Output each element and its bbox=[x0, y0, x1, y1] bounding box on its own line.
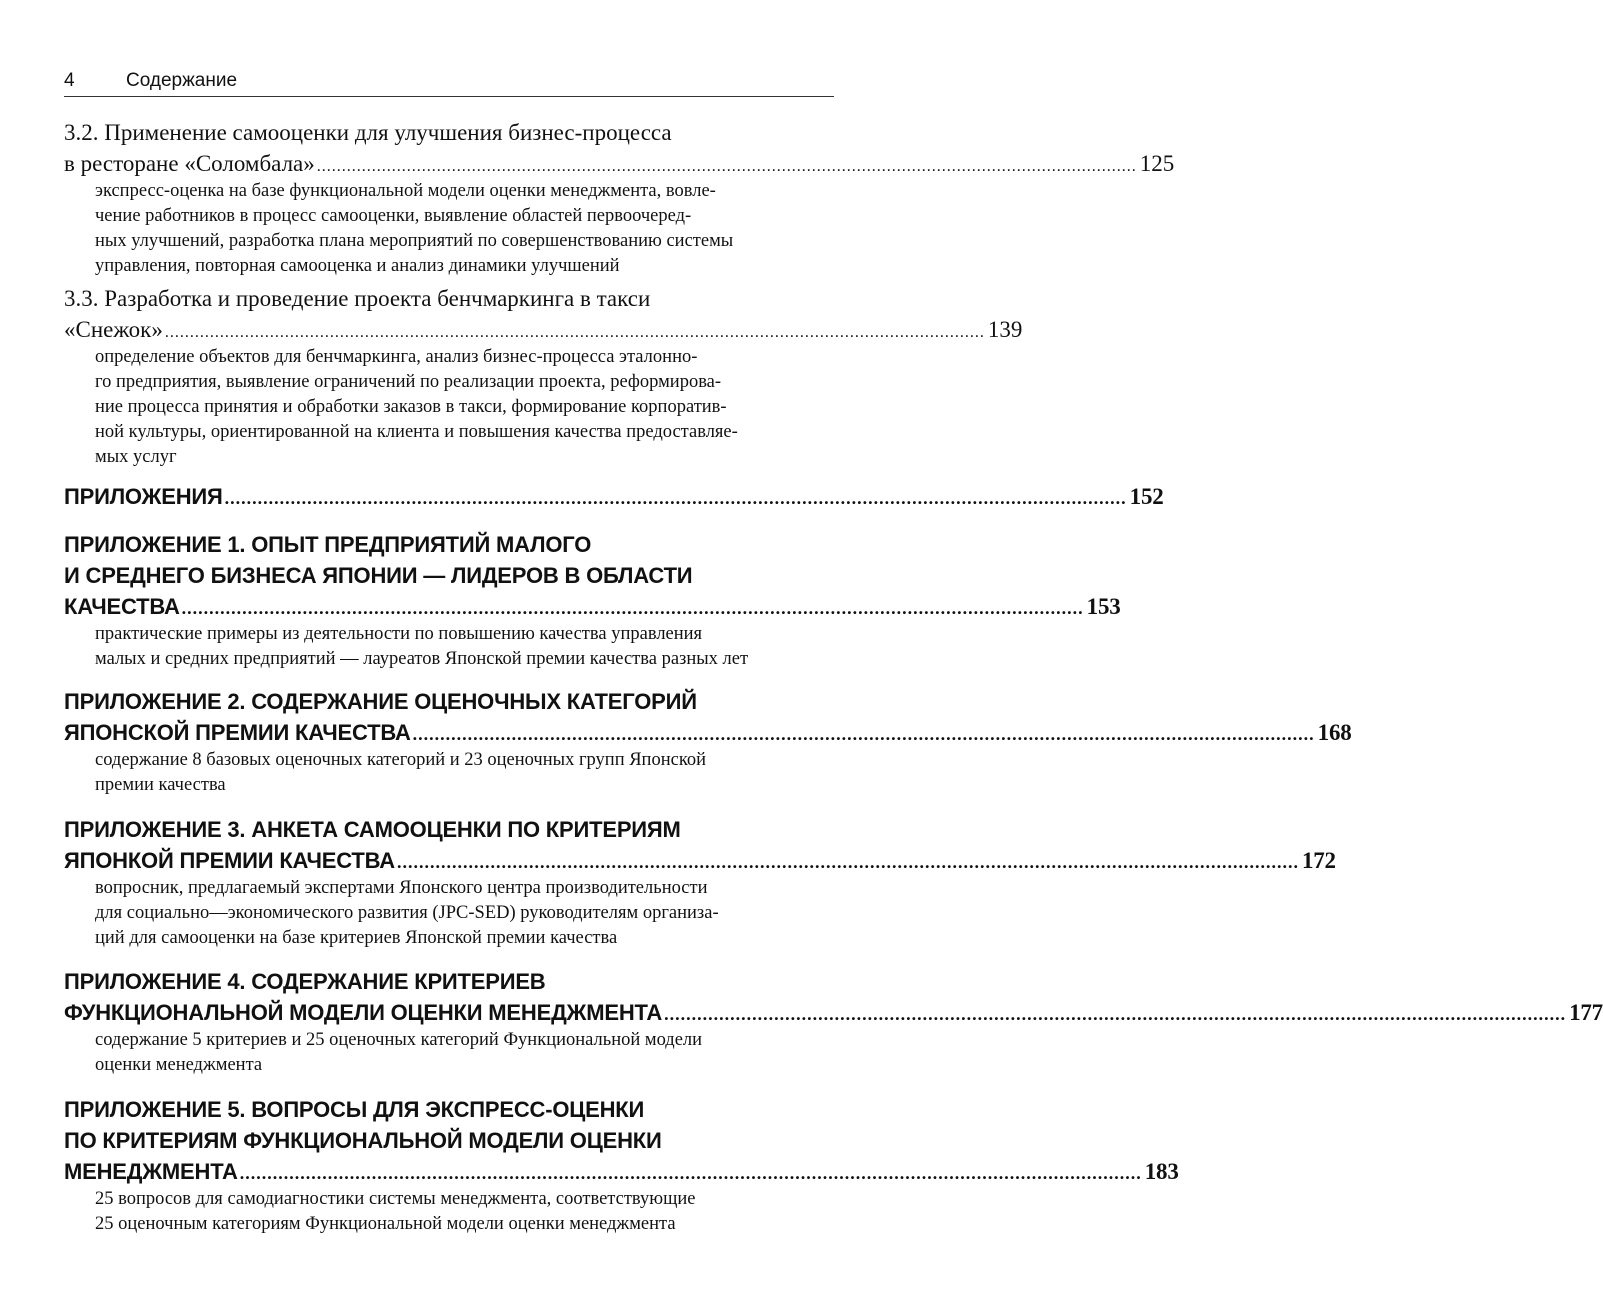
entry-description bbox=[95, 179, 830, 279]
description-line: ных улучшений, разработка плана мероприятий по совершенствованию системы bbox=[95, 231, 734, 251]
entry-title-last-line bbox=[64, 1156, 1179, 1187]
entry-description bbox=[95, 876, 830, 951]
entry-title-line: ФУНКЦИОНАЛЬНОЙ МОДЕЛИ ОЦЕНКИ МЕНЕДЖМЕНТА bbox=[64, 1000, 663, 1025]
toc-entry-appendix-1[interactable] bbox=[64, 529, 1121, 672]
entry-title-line: ПРИЛОЖЕНИЕ 3. АНКЕТА САМООЦЕНКИ ПО КРИТЕРИЯМ bbox=[64, 817, 681, 842]
entry-title-line: 3.2. Применение самооценки для улучшения бизнес-процесса bbox=[64, 120, 672, 145]
entry-title-last-line bbox=[64, 481, 1164, 512]
entry-title-last-line bbox=[64, 148, 1175, 179]
entry-title-line: ПРИЛОЖЕНИЕ 2. СОДЕРЖАНИЕ ОЦЕНОЧНЫХ КАТЕГОРИЙ bbox=[64, 689, 697, 714]
description-line: для социально—экономического развития (JPC-SED) руководителям организа- bbox=[95, 903, 719, 923]
entry-page-number: 152 bbox=[1129, 484, 1164, 509]
page-number: 4 bbox=[64, 70, 75, 91]
dot-leader: .................................................................................................................................................................... bbox=[664, 1004, 1567, 1024]
description-line: ние процесса принятия и обработки заказов в такси, формирование корпоратив- bbox=[95, 397, 727, 417]
description-line: содержание 5 критериев и 25 оценочных категорий Функциональной модели bbox=[95, 1030, 703, 1050]
running-title: Содержание bbox=[126, 70, 238, 91]
description-line: оценки менеджмента bbox=[95, 1055, 263, 1075]
entry-title-line: «Снежок» bbox=[64, 317, 163, 342]
entry-page-number: 183 bbox=[1144, 1159, 1179, 1184]
toc-entry-appendix-4[interactable] bbox=[64, 966, 1603, 1078]
entry-title-line: И СРЕДНЕГО БИЗНЕСА ЯПОНИИ — ЛИДЕРОВ В ОБЛАСТИ bbox=[64, 563, 693, 588]
toc-entry-appendix-5[interactable] bbox=[64, 1094, 1179, 1237]
description-line: определение объектов для бенчмаркинга, анализ бизнес-процесса эталонно- bbox=[95, 347, 698, 367]
entry-title-line: в ресторане «Соломбала» bbox=[64, 151, 315, 176]
entry-description bbox=[95, 1187, 830, 1237]
description-line: вопросник, предлагаемый экспертами Японского центра производительности bbox=[95, 878, 708, 898]
description-line: управления, повторная самооценка и анализ динамики улучшений bbox=[95, 256, 620, 276]
entry-page-number: 177 bbox=[1569, 1000, 1603, 1025]
description-line: практические примеры из деятельности по повышению качества управления bbox=[95, 624, 703, 644]
toc-entry-appendices[interactable] bbox=[64, 481, 1164, 512]
entry-title-line: ПО КРИТЕРИЯМ ФУНКЦИОНАЛЬНОЙ МОДЕЛИ ОЦЕНКИ bbox=[64, 1128, 662, 1153]
description-line: ной культуры, ориентированной на клиента и повышения качества предоставляе- bbox=[95, 422, 738, 442]
description-line: чение работников в процесс самооценки, выявление областей первоочеред- bbox=[95, 206, 692, 226]
entry-description bbox=[95, 345, 830, 470]
toc-entry-3-3[interactable] bbox=[64, 283, 1023, 470]
entry-page-number: 125 bbox=[1139, 151, 1175, 176]
entry-title-last-line bbox=[64, 591, 1121, 622]
entry-description bbox=[95, 1028, 830, 1078]
dot-leader: .................................................................................................................................................................... bbox=[412, 724, 1315, 744]
toc-entry-appendix-2[interactable] bbox=[64, 686, 1352, 798]
description-line: премии качества bbox=[95, 775, 226, 795]
entry-title-line: ПРИЛОЖЕНИЕ 4. СОДЕРЖАНИЕ КРИТЕРИЕВ bbox=[64, 969, 546, 994]
entry-title-last-line bbox=[64, 845, 1336, 876]
entry-title-line: КАЧЕСТВА bbox=[64, 594, 180, 619]
description-line: 25 вопросов для самодиагностики системы менеджмента, соответствующие bbox=[95, 1189, 696, 1209]
dot-leader: .................................................................................................................................................................... bbox=[164, 324, 985, 341]
entry-page-number: 172 bbox=[1301, 848, 1336, 873]
entry-page-number: 139 bbox=[987, 317, 1023, 342]
entry-description bbox=[95, 622, 830, 672]
toc-entry-appendix-3[interactable] bbox=[64, 814, 1336, 951]
entry-description bbox=[95, 748, 830, 798]
entry-title-line: ПРИЛОЖЕНИЯ bbox=[64, 484, 223, 509]
description-line: ций для самооценки на базе критериев Японской премии качества bbox=[95, 928, 618, 948]
description-line: содержание 8 базовых оценочных категорий и 23 оценочных групп Японской bbox=[95, 750, 707, 770]
entry-page-number: 153 bbox=[1086, 594, 1121, 619]
description-line: мых услуг bbox=[95, 447, 177, 467]
toc-entry-3-2[interactable] bbox=[64, 117, 1175, 279]
dot-leader: .................................................................................................................................................................... bbox=[239, 1163, 1142, 1183]
description-line: малых и средних предприятий — лауреатов Японской премии качества разных лет bbox=[95, 649, 749, 669]
dot-leader: .................................................................................................................................................................... bbox=[316, 158, 1137, 175]
description-line: го предприятия, выявление ограничений по реализации проекта, реформирова- bbox=[95, 372, 722, 392]
entry-title-line: МЕНЕДЖМЕНТА bbox=[64, 1159, 238, 1184]
running-header bbox=[64, 70, 834, 97]
description-line: 25 оценочным категориям Функциональной модели оценки менеджмента bbox=[95, 1214, 676, 1234]
entry-title-last-line bbox=[64, 997, 1603, 1028]
entry-title-line: ПРИЛОЖЕНИЕ 1. ОПЫТ ПРЕДПРИЯТИЙ МАЛОГО bbox=[64, 532, 592, 557]
entry-title-last-line bbox=[64, 314, 1023, 345]
entry-title-last-line bbox=[64, 717, 1352, 748]
entry-page-number: 168 bbox=[1317, 720, 1352, 745]
entry-title-line: ПРИЛОЖЕНИЕ 5. ВОПРОСЫ ДЛЯ ЭКСПРЕСС-ОЦЕНКИ bbox=[64, 1097, 645, 1122]
entry-title-line: 3.3. Разработка и проведение проекта бенчмаркинга в такси bbox=[64, 286, 651, 311]
dot-leader: .................................................................................................................................................................... bbox=[224, 488, 1127, 508]
dot-leader: .................................................................................................................................................................... bbox=[396, 852, 1299, 872]
entry-title-line: ЯПОНКОЙ ПРЕМИИ КАЧЕСТВА bbox=[64, 848, 395, 873]
entry-title-line: ЯПОНСКОЙ ПРЕМИИ КАЧЕСТВА bbox=[64, 720, 411, 745]
description-line: экспресс-оценка на базе функциональной модели оценки менеджмента, вовле- bbox=[95, 181, 716, 201]
dot-leader: .................................................................................................................................................................... bbox=[181, 598, 1084, 618]
